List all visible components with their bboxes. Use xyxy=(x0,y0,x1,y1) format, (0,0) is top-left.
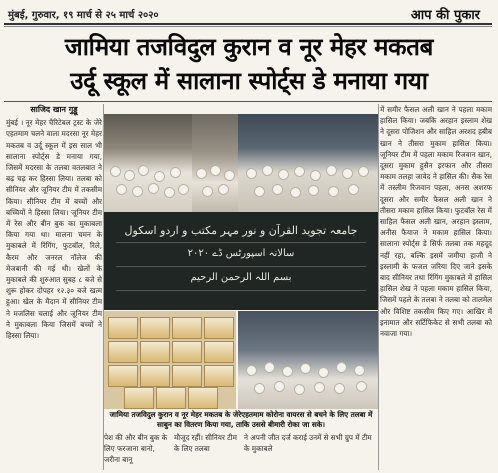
headline-line-1: जामिया तजविदुल कुरान व नूर मेहर मकतब xyxy=(64,32,434,61)
photo-caption: जामिया तजविदुल कुरान व नूर मेहर मकतब के जेरेएहतमाम कोरोना वायरस से बचने के लिए तलबा में साबुन का वितरण किया गया, ताकि उससे बीमारी रोका जा सके। xyxy=(109,410,373,429)
section-title: आप की पुकार xyxy=(410,8,480,23)
photo-classroom-students xyxy=(238,114,378,212)
header-rule xyxy=(4,23,492,25)
header-rule-thin xyxy=(4,26,492,27)
bottom-column-1: पेश की और बीन बुक के लिए फरजाना बानो, जरीना बानू xyxy=(104,433,168,464)
byline: साजिद खान गुड्डू xyxy=(30,105,78,114)
chalkboard-line-1: جامعہ تجوید القرآن و نور مہر مکتب و اردو اسکول xyxy=(124,224,358,237)
column-divider-right xyxy=(378,104,379,470)
photo-students-seated-1 xyxy=(104,114,192,212)
students-group xyxy=(238,359,378,403)
chalkboard-line-3: بسم اللہ الرحمن الرحیم xyxy=(190,272,292,283)
photo-hall-gathering xyxy=(238,311,378,409)
headline-line-2: उर्दू स्कूल में सालाना स्पोर्ट्स डे मनाया गया xyxy=(70,66,428,95)
bottom-column-3: ने अपनी जीत दर्ज कराई उनमें से सभी ग्रुप में टीम के मुकाबले xyxy=(244,433,372,453)
bottom-article-columns xyxy=(104,432,378,470)
left-column-text: मुंबई । नूर मेहर चैरिटेबल ट्रस्ट के जेरे एहतमाम चलने वाला मदरसा नूर मेहर मकतब व उर्दू स्कूल में इस साल भी सालाना स्पोर्ट्स डे मनाया गया, जिसमें मदरसा के तलबा वतलबात ने बढ़ चढ़ कर हिस्सा लिया। तलबा को सीनियर और जूनियर टीम में तकसीम किया। सीनियर टीम में बच्चों और बच्चियों ने हिस्सा लिया। जूनियर टीम में रेस और बीन बुक का मुकाबला किया गया था। मालना चमन के मुकाबले में रिंगिंग, फुटबॉल, रिले, कैरम और जनरल नॉलेज की मेजबानी की गई थी। खेलों के मुकाबले की शुरुआत सुबह ८ बजे से शुरू होकर दोपहर १२.३० बजे खत्म हुआ। खेल के मैदान में सीनियर टीम ने मजलिस चलाई और जूनियर टीम ने मुकाबला किया जिसमें बच्चों ने हिस्सा लिया। xyxy=(6,118,102,341)
left-article-column xyxy=(6,104,102,470)
students-group xyxy=(238,162,378,206)
chalkboard-photo xyxy=(104,212,378,310)
dateline: मुंबई, गुरुवार, १९ मार्च से २५ मार्च २०२० xyxy=(8,10,159,21)
right-column-text: में समीर फैसल अली खान ने पहला मकाम हासिल किया। जबकि अरहान इस्लाम शेख ने दूसरा पोजिशन और साहिल अरशद हबीब खान ने तीसरा मुकाम हासिल किया। जूनियर टीम में पहला मकाम रिजवान खान, दूसरा मुकाम हुसैन इरफान और तीसरा मकाम तलहा जावेद ने हासिल की। सैक रेस में तस्लीम रिजवान पहला, अनस अशरफ दूसरा और समीर फैसल अली खान ने तीसरा मकाम हासिल किया। फुटबॉल रेस में साहिल फैसल अली खान, अरहान इस्लाम, अनीस फैयाज ने मकाम हासिल किया। सालाना स्पोर्ट्स डे सिर्फ तलबा तक महदूद नहीं रहा, बल्कि इसमें जमीया हाजी ने इस्लामी के फजल जरिया दिए जाने इसके बाद सीनियर तथा रिंगिंग मुकाबले में हासिल हासिल शेख ने पहला मकाम हासिल किया, जिसमें पहले के तलबा ने तलबा को तालमेल और विशिष्ट तकसीम किए गए। आखिर में इनामात और सर्टिफिकेट से सभी तलबा को नवाजा गया। xyxy=(380,105,492,339)
photo-students-seated-2 xyxy=(192,114,238,212)
photo-soap-boxes xyxy=(104,311,236,409)
students-group xyxy=(192,162,238,206)
bottom-column-2: मौजूद रहीं। सीनियर टीम के लिए तलबा xyxy=(174,433,237,453)
students-group xyxy=(104,162,192,206)
right-article-column xyxy=(380,104,492,470)
chalkboard-line-2: سالانہ اسپورٹس ڈے ٢٠٢٠ xyxy=(187,248,295,259)
headline-rule xyxy=(4,101,492,102)
